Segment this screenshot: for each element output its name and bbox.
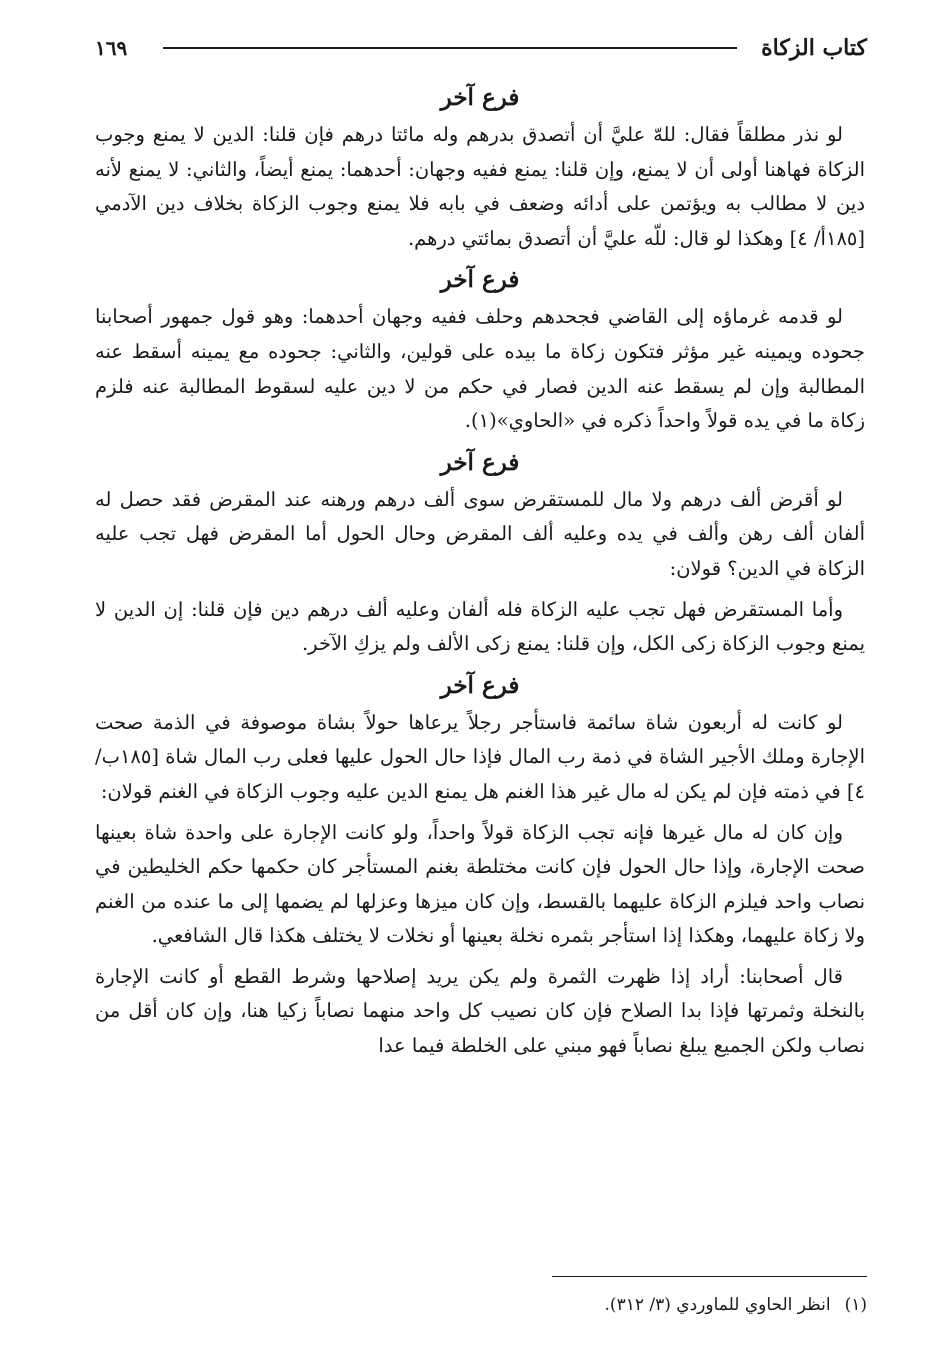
footnote-text: انظر الحاوي للماوردي (٣/ ٣١٢). <box>604 1295 831 1315</box>
footnote <box>95 1290 867 1320</box>
paragraph: لو قدمه غرماؤه إلى القاضي فجحدهم وحلف ففيه وجهان أحدهما: وهو قول جمهور أصحابنا جحوده ويمينه غير مؤثر فتكون زكاة ما بيده على قولين، والثاني: جحوده مع يمينه أسقط عنه المطالبة وإن لم يسقط عنه الدين فصار في حكم من لا دين عليه لسقوط المطالبة عنه فلزم زكاة ما في يده قولاً واحداً ذكره في «الحاوي»(١). <box>95 305 865 433</box>
paragraph: لو نذر مطلقاً فقال: للهّ عليَّ أن أتصدق بدرهم وله مائتا درهم فإن قلنا: الدين لا يمنع وجوب الزكاة فهاهنا أولى أن لا يمنع، وإن قلنا: يمنع ففيه وجهان: أحدهما: يمنع أيضاً، والثاني: لا يمنع لأنه دين لا مطالب به ويؤتمن على أدائه وضعف في بابه فلا يمنع وجوب الزكاة بخلاف دين الآدمي [١٨٥أ/ ٤] وهكذا لو قال: للّه عليَّ أن أتصدق بمائتي درهم. <box>95 123 865 250</box>
section-heading: فرع آخر <box>440 266 520 294</box>
paragraph: قال أصحابنا: أراد إذا ظهرت الثمرة ولم يكن يريد إصلاحها وشرط القطع أو كانت الإجارة بالنخلة وثمرتها فإذا بدا الصلاح فإن كان نصيب كل واحد منهما نصاباً زكيا هنا، وإن كان أقل من نصاب ولكن الجميع يبلغ نصاباً فهو مبني على الخلطة فيما عدا <box>95 964 865 1058</box>
page-body <box>95 78 865 1064</box>
paragraph: لو أقرض ألف درهم ولا مال للمستقرض سوى ألف درهم ورهنه عند المقرض فقد حصل له ألفان ألف رهن وألف في يده وعليه ألف المقرض وحال الحول أما المقرض فهل تجب عليه الزكاة في الدين؟ قولان: <box>95 487 865 580</box>
footnote-marker: (١) <box>844 1295 867 1315</box>
page-number: ١٦٩ <box>95 36 128 60</box>
section-heading: فرع آخر <box>440 448 520 476</box>
paragraph: وإن كان له مال غيرها فإنه تجب الزكاة قولاً واحداً، ولو كانت الإجارة على واحدة شاة بعينها صحت الإجارة، وإذا حال الحول فإن كانت مختلطة بغنم المستأجر كان حكمها حكم الخليطين في نصاب واحد فيلزم الزكاة عليهما بالقسط، وإن كان ميزها وعزلها لم يضمها إلى ما عنده من الغنم ولا زكاة عليهما، وهكذا إذا استأجر بثمره نخلة بعينها أو نخلات لا يختلف هكذا قال الشافعي. <box>95 820 865 948</box>
book-title: كتاب الزكاة <box>761 35 867 61</box>
paragraph: وأما المستقرض فهل تجب عليه الزكاة فله ألفان وعليه ألف درهم دين فإن قلنا: إن الدين لا يمنع وجوب الزكاة زكى الكل، وإن قلنا: يمنع زكى الألف ولم يزكِ الآخر. <box>95 597 865 656</box>
section-heading: فرع آخر <box>440 84 520 111</box>
section-heading: فرع آخر <box>440 671 520 699</box>
running-header <box>95 30 867 66</box>
footnote-rule <box>552 1276 867 1277</box>
paragraph: لو كانت له أربعون شاة سائمة فاستأجر رجلاً يرعاها حولاً بشاة موصوفة في الذمة صحت الإجارة وملك الأجير الشاة في ذمة رب المال فإذا حال الحول عليها فعلى رب المال شاة [١٨٥ب/ ٤] في ذمته فإن لم يكن له مال غير هذا الغنم هل يمنع الدين عليه وجوب الزكاة في الغنم قولان: <box>95 710 865 803</box>
header-rule <box>163 47 737 49</box>
